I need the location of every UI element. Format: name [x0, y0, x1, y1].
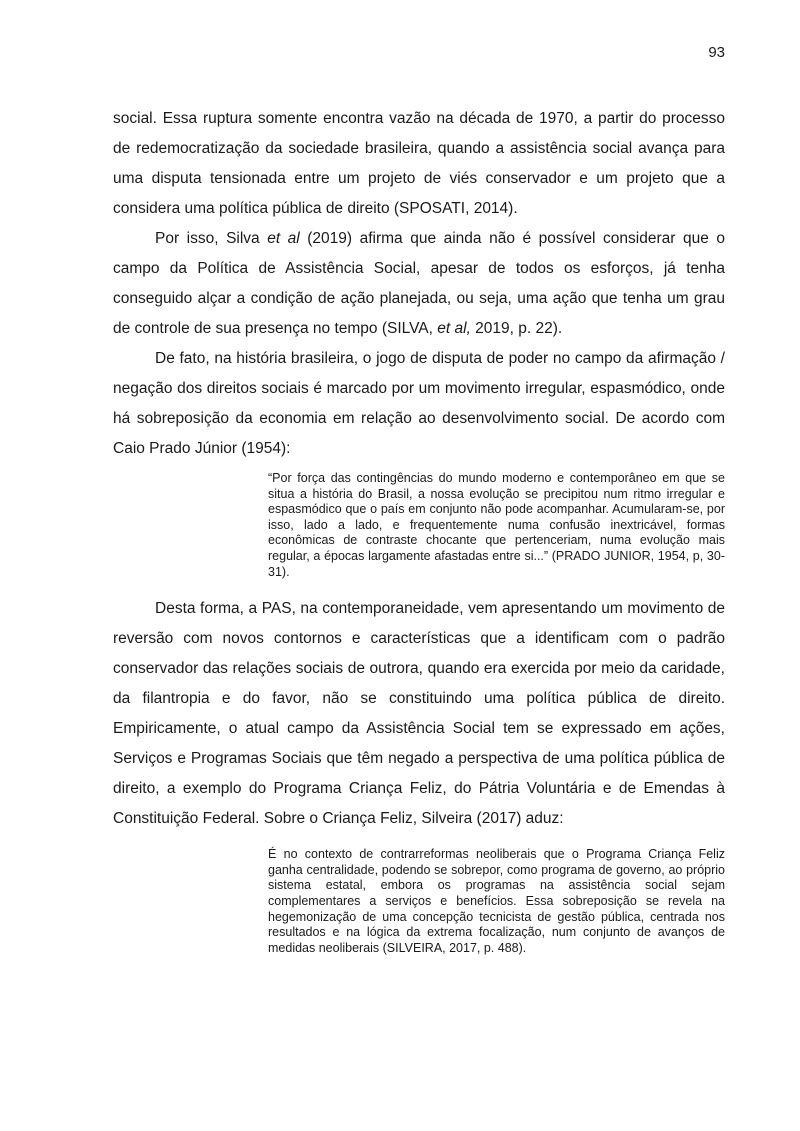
text-run: 2019, p. 22). [470, 320, 563, 337]
page-number: 93 [708, 44, 725, 61]
paragraph-silva-etal [113, 224, 725, 344]
text-run: (2019) afirma que ainda não é possível considerar que o campo da Política de Assistência Social, apesar de todos os esforços, já tenha conseguido alçar a condição de ação planejada, ou seja, uma ação que tenha um grau de controle de sua presença no tempo (SILVA, [113, 230, 725, 337]
paragraph-desta-forma [113, 594, 725, 834]
text-run: social. Essa ruptura somente encontra vazão na década de 1970, a partir do processo de redemocratização da sociedade brasileira, quando a assistência social avança para uma disputa tensionada entre um projeto de viés conservador e um projeto que a considera uma política pública de direito (SPOSATI, 2014). [113, 110, 725, 217]
italic-text-run: et al, [437, 320, 471, 337]
text-run: “Por força das contingências do mundo moderno e contemporâneo em que se situa a história do Brasil, a nossa evolução se precipitou num ritmo irregular e espasmódico que o país em conjunto não pode acompanhar. Acumularam-se, por isso, lado a lado, e frequentemente numa confusão inextricável, formas econômicas de contraste chocante que pertenceriam, numa evolução mais regular, a épocas largamente afastadas entre si...” (PRADO JUNIOR, 1954, p, 30-31). [268, 471, 725, 579]
paragraph-continuation [113, 104, 725, 224]
block-quote-silveira [268, 847, 725, 956]
italic-text-run: et al [267, 230, 300, 247]
text-run: Desta forma, a PAS, na contemporaneidade, vem apresentando um movimento de reversão com novos contornos e características que a identificam com o padrão conservador das relações sociais de outrora, quando era exercida por meio da caridade, da filantropia e do favor, não se constituindo uma política pública de direito. Empiricamente, o atual campo da Assistência Social tem se expressado em ações, Serviços e Programas Sociais que têm negado a perspectiva de uma política pública de direito, a exemplo do Programa Criança Feliz, do Pátria Voluntária e de Emendas à Constituição Federal. Sobre o Criança Feliz, Silveira (2017) aduz: [113, 600, 725, 828]
text-run: Por isso, Silva [155, 230, 268, 247]
text-run: É no contexto de contrarreformas neoliberais que o Programa Criança Feliz ganha centralidade, podendo se sobrepor, como programa de governo, ao próprio sistema estatal, embora os programas na assistência social sejam complementares a serviços e benefícios. Essa sobreposição se revela na hegemonização de uma concepção tecnicista de gestão pública, centrada nos resultados e na lógica da extrema focalização, num conjunto de avanços de medidas neoliberais (SILVEIRA, 2017, p. 488). [268, 847, 725, 955]
block-quote-prado-junior [268, 471, 725, 580]
paragraph-historia-brasileira [113, 344, 725, 464]
text-run: De fato, na história brasileira, o jogo de disputa de poder no campo da afirmação / negação dos direitos sociais é marcado por um movimento irregular, espasmódico, onde há sobreposição da economia em relação ao desenvolvimento social. De acordo com Caio Prado Júnior (1954): [113, 350, 725, 457]
